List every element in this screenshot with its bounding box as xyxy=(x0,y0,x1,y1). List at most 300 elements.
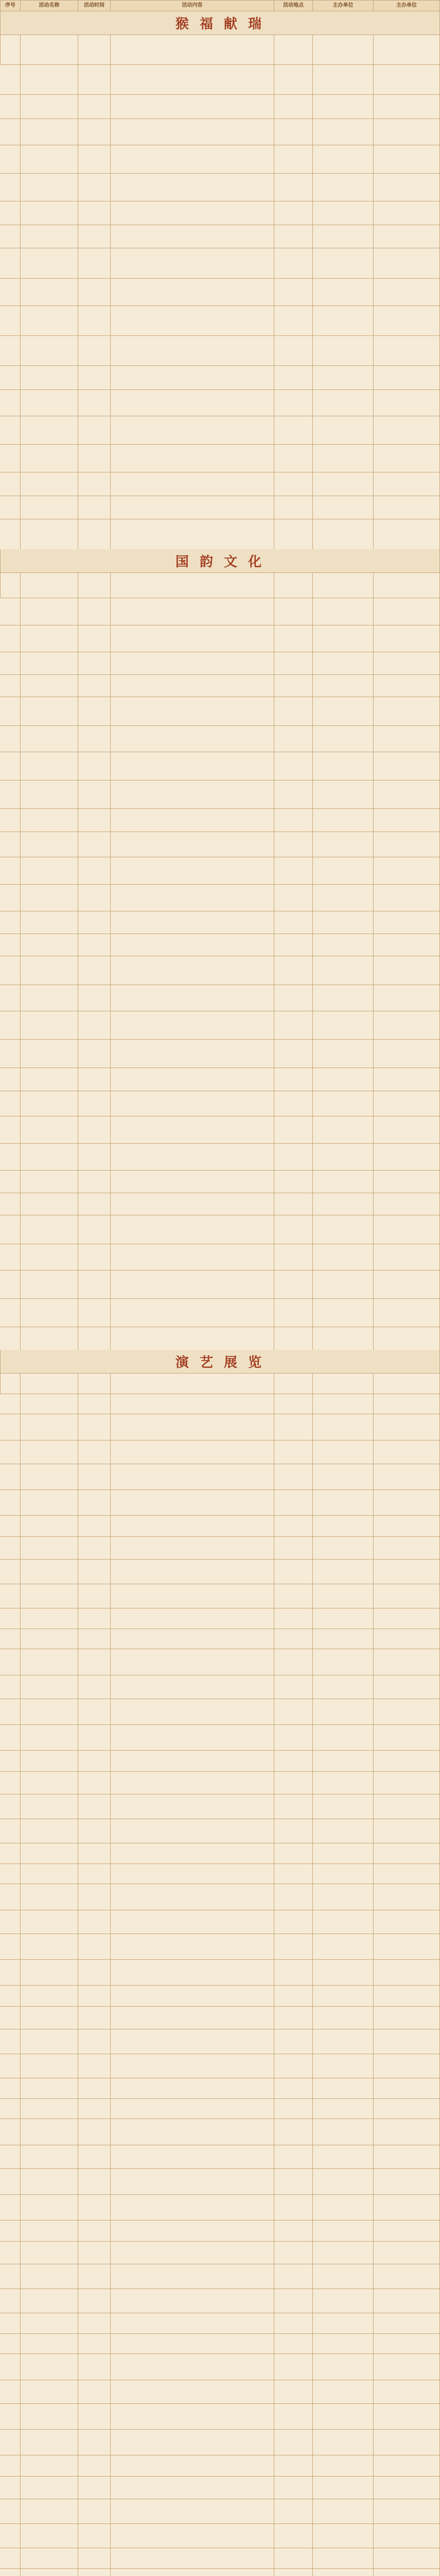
event-location-cell xyxy=(274,857,313,885)
co-organizer-cell xyxy=(374,174,440,201)
organizer-cell xyxy=(313,1819,374,1843)
row-index-cell xyxy=(0,416,21,445)
row-index-cell xyxy=(0,366,21,390)
row-index-cell xyxy=(0,2242,21,2264)
organizer-cell xyxy=(313,1772,374,1794)
event-time-cell xyxy=(78,1516,111,1537)
row-index-cell xyxy=(0,390,21,416)
row-index-cell xyxy=(0,1414,21,1440)
event-name-cell xyxy=(21,2242,78,2264)
organizer-cell xyxy=(313,1193,374,1215)
event-location-cell xyxy=(274,934,313,956)
row-index-cell xyxy=(0,1725,21,1751)
row-index-cell xyxy=(0,726,21,752)
event-name-cell xyxy=(21,1270,78,1299)
organizer-cell xyxy=(313,2221,374,2242)
event-content-cell xyxy=(111,1699,274,1725)
co-organizer-cell xyxy=(374,472,440,496)
event-time-cell xyxy=(78,1394,111,1414)
event-time-cell xyxy=(78,1244,111,1270)
event-time-cell xyxy=(78,2169,111,2195)
event-time-cell xyxy=(78,472,111,496)
event-name-cell xyxy=(21,119,78,145)
event-time-cell xyxy=(78,336,111,366)
co-organizer-cell xyxy=(374,1270,440,1299)
event-name-cell xyxy=(21,857,78,885)
event-content-cell xyxy=(111,1193,274,1215)
event-name-cell xyxy=(21,1374,78,1394)
event-content-cell xyxy=(111,1327,274,1350)
row-index-cell xyxy=(0,1394,21,1414)
event-time-cell xyxy=(78,119,111,145)
event-location-cell xyxy=(274,2169,313,2195)
event-time-cell xyxy=(78,2334,111,2354)
co-organizer-cell xyxy=(374,911,440,934)
event-location-cell xyxy=(274,2455,313,2477)
co-organizer-cell xyxy=(374,2569,440,2576)
row-index-cell xyxy=(0,2354,21,2380)
event-name-cell xyxy=(21,336,78,366)
row-index-cell xyxy=(0,1516,21,1537)
event-location-cell xyxy=(274,1011,313,1040)
co-organizer-cell xyxy=(374,1649,440,1675)
row-index-cell xyxy=(0,857,21,885)
event-time-cell xyxy=(78,2313,111,2334)
co-organizer-cell xyxy=(374,598,440,625)
event-location-cell xyxy=(274,752,313,781)
event-time-cell xyxy=(78,1374,111,1394)
row-index-cell xyxy=(0,1215,21,1244)
organizer-cell xyxy=(313,2195,374,2221)
event-name-cell xyxy=(21,1537,78,1560)
section-title-1: 猴 福 献 瑞 xyxy=(175,16,265,32)
event-name-cell xyxy=(21,1629,78,1649)
organizer-cell xyxy=(313,985,374,1011)
section-band-3 xyxy=(0,1350,440,1374)
event-location-cell xyxy=(274,248,313,279)
organizer-cell xyxy=(313,336,374,366)
event-content-cell xyxy=(111,885,274,911)
co-organizer-cell xyxy=(374,306,440,336)
organizer-cell xyxy=(313,2242,374,2264)
event-time-cell xyxy=(78,985,111,1011)
row-index-cell xyxy=(0,2380,21,2404)
row-index-cell xyxy=(0,2054,21,2078)
organizer-cell xyxy=(313,752,374,781)
event-location-cell xyxy=(274,1843,313,1864)
organizer-cell xyxy=(313,2007,374,2029)
event-content-cell xyxy=(111,1068,274,1091)
row-index-cell xyxy=(0,65,21,95)
event-name-cell xyxy=(21,1884,78,1910)
event-time-cell xyxy=(78,809,111,832)
event-name-cell xyxy=(21,1215,78,1244)
organizer-cell xyxy=(313,306,374,336)
co-organizer-cell xyxy=(374,2354,440,2380)
organizer-cell xyxy=(313,956,374,985)
organizer-cell xyxy=(313,573,374,598)
event-content-cell xyxy=(111,416,274,445)
co-organizer-cell xyxy=(374,2119,440,2145)
event-name-cell xyxy=(21,1144,78,1171)
event-name-cell xyxy=(21,1649,78,1675)
event-content-cell xyxy=(111,2380,274,2404)
event-time-cell xyxy=(78,2242,111,2264)
co-organizer-cell xyxy=(374,2404,440,2430)
table-header-row xyxy=(0,0,440,11)
co-organizer-cell xyxy=(374,1394,440,1414)
event-name-cell xyxy=(21,2264,78,2289)
event-content-cell xyxy=(111,445,274,472)
organizer-cell xyxy=(313,1516,374,1537)
event-time-cell xyxy=(78,2524,111,2548)
co-organizer-cell xyxy=(374,2169,440,2195)
row-index-cell xyxy=(0,675,21,697)
event-name-cell xyxy=(21,1725,78,1751)
section-band-2 xyxy=(0,549,440,573)
co-organizer-cell xyxy=(374,1699,440,1725)
organizer-cell xyxy=(313,2099,374,2119)
co-organizer-cell xyxy=(374,2007,440,2029)
event-location-cell xyxy=(274,2354,313,2380)
event-content-cell xyxy=(111,1910,274,1934)
event-content-cell xyxy=(111,2499,274,2524)
event-time-cell xyxy=(78,35,111,65)
row-index-cell xyxy=(0,911,21,934)
organizer-cell xyxy=(313,2264,374,2289)
co-organizer-cell xyxy=(374,416,440,445)
organizer-cell xyxy=(313,2404,374,2430)
event-time-cell xyxy=(78,390,111,416)
row-index-cell xyxy=(0,752,21,781)
organizer-cell xyxy=(313,366,374,390)
event-name-cell xyxy=(21,1171,78,1193)
event-name-cell xyxy=(21,1986,78,2007)
event-content-cell xyxy=(111,2195,274,2221)
event-name-cell xyxy=(21,472,78,496)
header-col-time: 活动时间 xyxy=(78,0,111,11)
co-organizer-cell xyxy=(374,35,440,65)
event-location-cell xyxy=(274,1040,313,1068)
event-time-cell xyxy=(78,2354,111,2380)
event-name-cell xyxy=(21,697,78,726)
organizer-cell xyxy=(313,1910,374,1934)
organizer-cell xyxy=(313,1171,374,1193)
organizer-cell xyxy=(313,1608,374,1629)
organizer-cell xyxy=(313,1960,374,1986)
event-content-cell xyxy=(111,2430,274,2455)
organizer-cell xyxy=(313,857,374,885)
event-name-cell xyxy=(21,2380,78,2404)
event-location-cell xyxy=(274,1584,313,1608)
event-content-cell xyxy=(111,65,274,95)
event-content-cell xyxy=(111,2029,274,2054)
event-name-cell xyxy=(21,675,78,697)
event-time-cell xyxy=(78,832,111,857)
event-content-cell xyxy=(111,1490,274,1516)
organizer-cell xyxy=(313,225,374,248)
co-organizer-cell xyxy=(374,1960,440,1986)
co-organizer-cell xyxy=(374,201,440,225)
event-location-cell xyxy=(274,1675,313,1699)
event-content-cell xyxy=(111,2354,274,2380)
co-organizer-cell xyxy=(374,956,440,985)
event-content-cell xyxy=(111,519,274,550)
co-organizer-cell xyxy=(374,809,440,832)
row-index-cell xyxy=(0,248,21,279)
event-content-cell xyxy=(111,857,274,885)
event-location-cell xyxy=(274,1934,313,1960)
event-location-cell xyxy=(274,1414,313,1440)
event-location-cell xyxy=(274,1960,313,1986)
event-time-cell xyxy=(78,697,111,726)
event-name-cell xyxy=(21,2289,78,2313)
organizer-cell xyxy=(313,119,374,145)
event-name-cell xyxy=(21,956,78,985)
event-location-cell xyxy=(274,65,313,95)
event-name-cell xyxy=(21,1910,78,1934)
event-content-cell xyxy=(111,2242,274,2264)
row-index-cell xyxy=(0,95,21,119)
co-organizer-cell xyxy=(374,336,440,366)
organizer-cell xyxy=(313,726,374,752)
co-organizer-cell xyxy=(374,726,440,752)
event-location-cell xyxy=(274,306,313,336)
organizer-cell xyxy=(313,201,374,225)
event-location-cell xyxy=(274,697,313,726)
organizer-cell xyxy=(313,2380,374,2404)
section-title-3: 演 艺 展 览 xyxy=(175,1355,265,1370)
event-time-cell xyxy=(78,1884,111,1910)
row-index-cell xyxy=(0,1374,21,1394)
event-time-cell xyxy=(78,1819,111,1843)
event-location-cell xyxy=(274,1699,313,1725)
organizer-cell xyxy=(313,2029,374,2054)
event-name-cell xyxy=(21,809,78,832)
event-content-cell xyxy=(111,1675,274,1699)
organizer-cell xyxy=(313,1394,374,1414)
event-name-cell xyxy=(21,832,78,857)
event-name-cell xyxy=(21,2430,78,2455)
event-content-cell xyxy=(111,1374,274,1394)
event-time-cell xyxy=(78,1934,111,1960)
row-index-cell xyxy=(0,1537,21,1560)
event-name-cell xyxy=(21,201,78,225)
event-time-cell xyxy=(78,726,111,752)
event-location-cell xyxy=(274,2099,313,2119)
event-name-cell xyxy=(21,752,78,781)
organizer-cell xyxy=(313,279,374,306)
row-index-cell xyxy=(0,145,21,174)
row-index-cell xyxy=(0,2145,21,2169)
event-location-cell xyxy=(274,2289,313,2313)
event-content-cell xyxy=(111,2221,274,2242)
row-index-cell xyxy=(0,934,21,956)
event-time-cell xyxy=(78,857,111,885)
event-content-cell xyxy=(111,1299,274,1327)
co-organizer-cell xyxy=(374,2548,440,2569)
organizer-cell xyxy=(313,1864,374,1884)
row-index-cell xyxy=(0,1986,21,2007)
event-name-cell xyxy=(21,1464,78,1490)
row-index-cell xyxy=(0,885,21,911)
event-time-cell xyxy=(78,1440,111,1464)
event-content-cell xyxy=(111,2313,274,2334)
event-name-cell xyxy=(21,598,78,625)
co-organizer-cell xyxy=(374,2477,440,2499)
event-time-cell xyxy=(78,1171,111,1193)
event-location-cell xyxy=(274,1394,313,1414)
organizer-cell xyxy=(313,1215,374,1244)
event-name-cell xyxy=(21,2499,78,2524)
co-organizer-cell xyxy=(374,1819,440,1843)
organizer-cell xyxy=(313,652,374,675)
event-time-cell xyxy=(78,1091,111,1116)
co-organizer-cell xyxy=(374,1910,440,1934)
event-time-cell xyxy=(78,1144,111,1171)
organizer-cell xyxy=(313,2289,374,2313)
event-location-cell xyxy=(274,2524,313,2548)
organizer-cell xyxy=(313,65,374,95)
row-index-cell xyxy=(0,1116,21,1144)
organizer-cell xyxy=(313,145,374,174)
organizer-cell xyxy=(313,248,374,279)
event-content-cell xyxy=(111,145,274,174)
event-location-cell xyxy=(274,1725,313,1751)
event-name-cell xyxy=(21,1327,78,1350)
co-organizer-cell xyxy=(374,697,440,726)
event-content-cell xyxy=(111,472,274,496)
event-time-cell xyxy=(78,248,111,279)
event-time-cell xyxy=(78,1116,111,1144)
header-col-co-organizer: 主办单位 xyxy=(374,0,440,11)
event-content-cell xyxy=(111,726,274,752)
co-organizer-cell xyxy=(374,2029,440,2054)
row-index-cell xyxy=(0,1171,21,1193)
event-location-cell xyxy=(274,832,313,857)
co-organizer-cell xyxy=(374,1751,440,1772)
event-name-cell xyxy=(21,1699,78,1725)
event-time-cell xyxy=(78,2054,111,2078)
event-time-cell xyxy=(78,1560,111,1584)
row-index-cell xyxy=(0,2334,21,2354)
event-time-cell xyxy=(78,1960,111,1986)
event-location-cell xyxy=(274,416,313,445)
event-location-cell xyxy=(274,1374,313,1394)
event-location-cell xyxy=(274,809,313,832)
event-location-cell xyxy=(274,911,313,934)
event-name-cell xyxy=(21,65,78,95)
co-organizer-cell xyxy=(374,1068,440,1091)
event-location-cell xyxy=(274,2430,313,2455)
co-organizer-cell xyxy=(374,652,440,675)
event-content-cell xyxy=(111,174,274,201)
event-name-cell xyxy=(21,1560,78,1584)
row-index-cell xyxy=(0,2430,21,2455)
section-title-2: 国 韵 文 化 xyxy=(175,554,265,570)
event-time-cell xyxy=(78,598,111,625)
co-organizer-cell xyxy=(374,885,440,911)
event-location-cell xyxy=(274,519,313,550)
event-location-cell xyxy=(274,1537,313,1560)
event-content-cell xyxy=(111,1751,274,1772)
event-content-cell xyxy=(111,1270,274,1299)
row-index-cell xyxy=(0,519,21,550)
event-location-cell xyxy=(274,2334,313,2354)
event-time-cell xyxy=(78,1327,111,1350)
row-index-cell xyxy=(0,1040,21,1068)
event-location-cell xyxy=(274,2054,313,2078)
co-organizer-cell xyxy=(374,1490,440,1516)
organizer-cell xyxy=(313,2169,374,2195)
organizer-cell xyxy=(313,1011,374,1040)
event-time-cell xyxy=(78,2455,111,2477)
event-content-cell xyxy=(111,1649,274,1675)
event-name-cell xyxy=(21,934,78,956)
event-name-cell xyxy=(21,1794,78,1819)
event-content-cell xyxy=(111,652,274,675)
event-name-cell xyxy=(21,174,78,201)
row-index-cell xyxy=(0,119,21,145)
event-location-cell xyxy=(274,1608,313,1629)
co-organizer-cell xyxy=(374,2195,440,2221)
event-location-cell xyxy=(274,1560,313,1584)
event-location-cell xyxy=(274,1516,313,1537)
organizer-cell xyxy=(313,472,374,496)
event-content-cell xyxy=(111,2524,274,2548)
co-organizer-cell xyxy=(374,2078,440,2099)
event-time-cell xyxy=(78,201,111,225)
event-name-cell xyxy=(21,1244,78,1270)
event-time-cell xyxy=(78,1270,111,1299)
event-name-cell xyxy=(21,1864,78,1884)
event-name-cell xyxy=(21,1116,78,1144)
co-organizer-cell xyxy=(374,675,440,697)
event-content-cell xyxy=(111,1960,274,1986)
organizer-cell xyxy=(313,1584,374,1608)
co-organizer-cell xyxy=(374,1864,440,1884)
event-location-cell xyxy=(274,1144,313,1171)
event-location-cell xyxy=(274,472,313,496)
event-name-cell xyxy=(21,1675,78,1699)
event-content-cell xyxy=(111,1794,274,1819)
event-name-cell xyxy=(21,2029,78,2054)
row-index-cell xyxy=(0,2221,21,2242)
co-organizer-cell xyxy=(374,2289,440,2313)
organizer-cell xyxy=(313,2499,374,2524)
co-organizer-cell xyxy=(374,1843,440,1864)
event-location-cell xyxy=(274,1649,313,1675)
row-index-cell xyxy=(0,279,21,306)
event-name-cell xyxy=(21,445,78,472)
event-location-cell xyxy=(274,985,313,1011)
event-content-cell xyxy=(111,1244,274,1270)
event-time-cell xyxy=(78,1794,111,1819)
organizer-cell xyxy=(313,2354,374,2380)
co-organizer-cell xyxy=(374,1537,440,1560)
event-name-cell xyxy=(21,1843,78,1864)
co-organizer-cell xyxy=(374,119,440,145)
event-name-cell xyxy=(21,1091,78,1116)
event-content-cell xyxy=(111,279,274,306)
co-organizer-cell xyxy=(374,2264,440,2289)
co-organizer-cell xyxy=(374,1215,440,1244)
event-time-cell xyxy=(78,885,111,911)
event-location-cell xyxy=(274,652,313,675)
event-location-cell xyxy=(274,1910,313,1934)
row-index-cell xyxy=(0,1270,21,1299)
row-index-cell xyxy=(0,1299,21,1327)
